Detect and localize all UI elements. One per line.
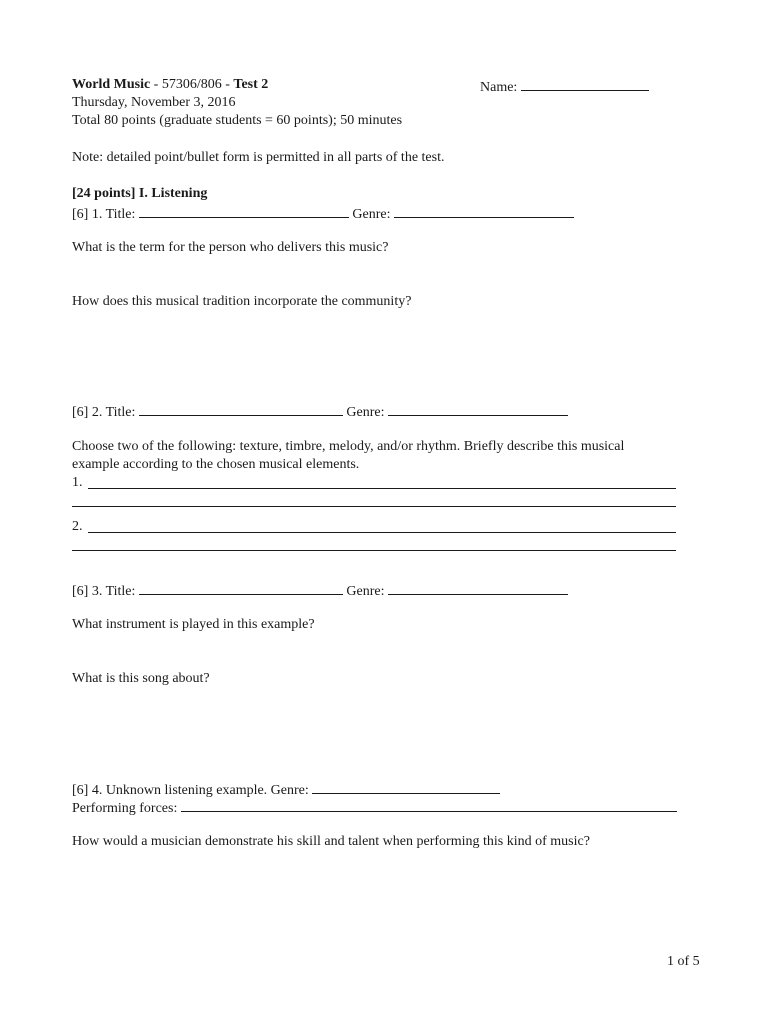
q3-title-blank[interactable] — [139, 580, 343, 595]
name-blank[interactable] — [521, 76, 649, 91]
q4-forces-blank[interactable] — [181, 797, 677, 812]
q2-item1-line-a[interactable] — [88, 488, 676, 489]
q1-genre-blank[interactable] — [394, 203, 574, 218]
page-number: 1 of 5 — [667, 954, 700, 969]
course-name: World Music — [72, 77, 151, 92]
q2-genre-label: Genre: — [346, 405, 385, 420]
q3-title-row — [72, 580, 568, 601]
q2-title-label: [6] 2. Title: — [72, 405, 136, 420]
q4-genre-blank[interactable] — [312, 779, 500, 794]
q2-prompt-line2: example according to the chosen musical elements. — [72, 457, 360, 472]
q2-item2-line-b[interactable] — [72, 550, 676, 551]
q3-question-b: What is this song about? — [72, 671, 210, 686]
q2-item2-number: 2. — [72, 519, 83, 534]
q2-title-row — [72, 401, 568, 422]
q2-item2-line-a[interactable] — [88, 532, 676, 533]
section-heading: [24 points] I. Listening — [72, 186, 208, 201]
q3-question-a: What instrument is played in this example? — [72, 617, 315, 632]
note: Note: detailed point/bullet form is permitted in all parts of the test. — [72, 150, 445, 165]
q1-question-a: What is the term for the person who delivers this music? — [72, 240, 389, 255]
course-code: - 57306/806 - — [150, 77, 234, 92]
name-label: Name: — [480, 80, 518, 95]
q1-question-b: How does this musical tradition incorporate the community? — [72, 294, 412, 309]
q3-genre-blank[interactable] — [388, 580, 568, 595]
q2-item1-line-b[interactable] — [72, 506, 676, 507]
q1-genre-label: Genre: — [352, 207, 391, 222]
course-header — [72, 76, 268, 94]
q3-title-label: [6] 3. Title: — [72, 584, 136, 599]
q1-title-label: [6] 1. Title: — [72, 207, 136, 222]
q4-forces-row — [72, 797, 677, 818]
q4-question: How would a musician demonstrate his skill and talent when performing this kind of music? — [72, 834, 590, 849]
q3-genre-label: Genre: — [346, 584, 385, 599]
q2-genre-blank[interactable] — [388, 401, 568, 416]
q4-forces-label: Performing forces: — [72, 801, 178, 816]
q4-label: [6] 4. Unknown listening example. Genre: — [72, 783, 309, 798]
q2-item1-number: 1. — [72, 475, 83, 490]
q1-title-blank[interactable] — [139, 203, 349, 218]
q2-title-blank[interactable] — [139, 401, 343, 416]
q2-prompt-line1: Choose two of the following: texture, timbre, melody, and/or rhythm. Briefly describe this musical — [72, 439, 625, 454]
test-total: Total 80 points (graduate students = 60 points); 50 minutes — [72, 113, 403, 128]
name-field[interactable] — [480, 76, 649, 97]
test-date: Thursday, November 3, 2016 — [72, 95, 236, 110]
test-label: Test 2 — [233, 77, 269, 92]
q1-title-row — [72, 203, 574, 224]
